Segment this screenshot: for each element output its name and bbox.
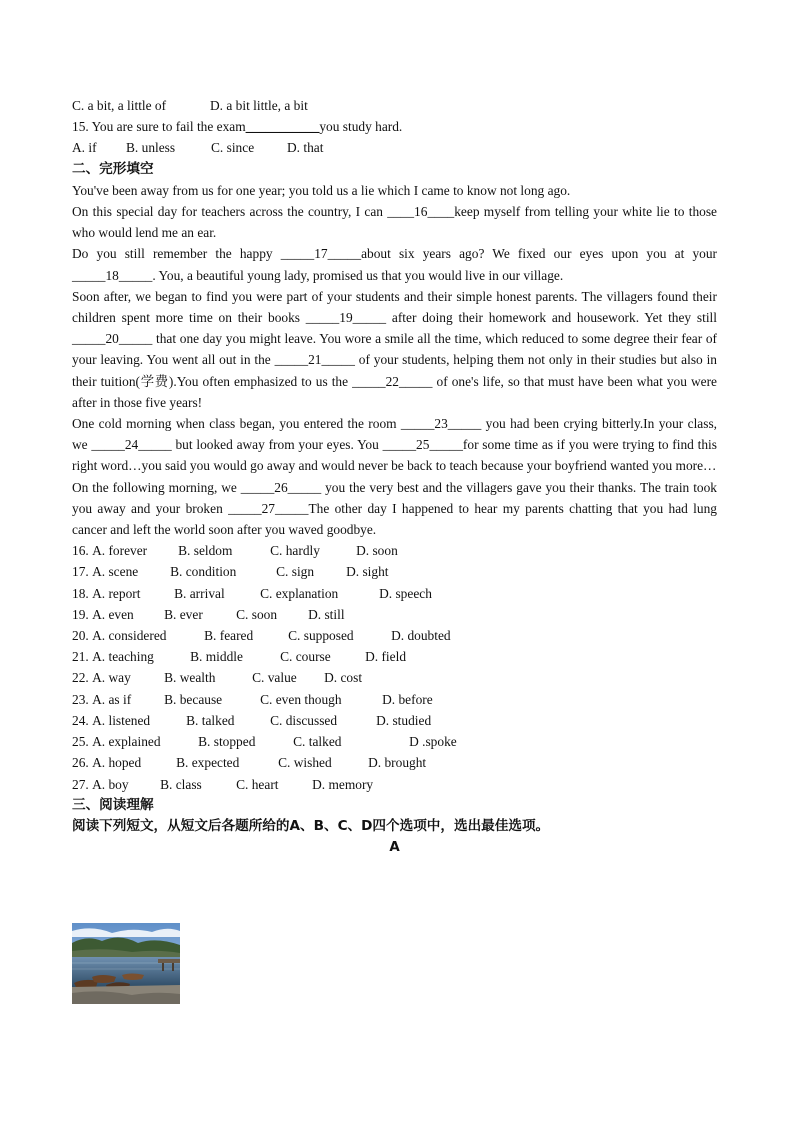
option-d: D. doubted (391, 628, 451, 644)
q15-option-b: B. unless (126, 140, 176, 156)
option-b: B. ever (164, 606, 203, 622)
option-a: A. forever (92, 543, 148, 559)
passage-paragraph-5: One cold morning when class began, you entered the room _____23_____ you had been crying bitterly.In your class, we _____24_____ but looked away from your eyes. You _____25_____for some time as if you were trying to find this right word…you said you would go away and would never be back to teach because your boyfriend wanted you more… (72, 416, 717, 474)
section3-instruction: 阅读下列短文，从短文后各题所给的A、B、C、D四个选项中，选出最佳选项。 (72, 817, 550, 834)
option-b: B. stopped (198, 734, 256, 750)
option-b: B. condition (170, 564, 237, 580)
option-a: A. hoped (92, 755, 142, 771)
option-c: C. talked (293, 734, 342, 750)
question-number: 18. (72, 585, 89, 601)
cloze-question-list (72, 540, 717, 794)
question-18 (72, 583, 717, 604)
option-b: B. class (160, 776, 202, 792)
q14-option-d: D. a bit little, a bit (210, 98, 308, 113)
passage-paragraph-1: You've been away from us for one year; you told us a lie which I came to know not long ago. (72, 182, 571, 198)
section2-title: 二、完形填空 (72, 160, 154, 177)
option-b: B. because (164, 691, 223, 707)
option-a: A. as if (92, 691, 132, 707)
option-d: D. before (382, 691, 433, 707)
q15-blank: ___________ (245, 119, 320, 135)
option-a: A. explained (92, 734, 161, 750)
question-24 (72, 710, 717, 731)
question-number: 24. (72, 712, 89, 728)
document-content (72, 95, 717, 858)
option-a: A. listened (92, 712, 151, 728)
question-number: 25. (72, 734, 89, 750)
option-c: C. wished (278, 755, 332, 771)
question-number: 16. (72, 543, 89, 559)
question-25 (72, 731, 717, 752)
question-19 (72, 604, 717, 625)
option-a: A. way (92, 670, 131, 686)
q15-stem-after: you study hard. (319, 119, 403, 135)
passage-paragraph-6: On the following morning, we _____26_____ you the very best and the villagers gave you their thanks. The train took you away and your broken _____27_____The other day I happened to hear my parents chatting that you had lung cancer and left the world soon after you waved goodbye. (72, 479, 717, 538)
option-c: C. heart (236, 776, 279, 792)
question-16 (72, 540, 717, 561)
option-d: D. brought (368, 755, 427, 771)
option-a: A. considered (92, 628, 167, 644)
option-d: D. still (308, 606, 345, 622)
question-22 (72, 667, 717, 688)
option-b: B. expected (176, 755, 240, 771)
passage-paragraph-2: On this special day for teachers across the country, I can ____16____keep myself from telling your white lie to those who would lend me an ear. (72, 204, 717, 241)
option-a: A. boy (92, 776, 129, 792)
question-number: 23. (72, 691, 89, 707)
option-d: D. cost (324, 670, 363, 686)
option-c: C. supposed (288, 628, 354, 644)
option-a: A. scene (92, 564, 139, 580)
option-c: C. soon (236, 606, 278, 622)
section3-title: 三、阅读理解 (72, 796, 154, 813)
lake-boats-photo (72, 923, 180, 1004)
question-number: 27. (72, 776, 89, 792)
question-27 (72, 774, 717, 795)
option-d: D. studied (376, 712, 432, 728)
option-c: C. discussed (270, 712, 338, 728)
q15-option-d: D. that (287, 140, 324, 156)
q15-options (72, 137, 717, 158)
question-21 (72, 646, 717, 667)
option-b: B. feared (204, 628, 254, 644)
option-c: C. course (280, 649, 331, 665)
passage-a-label: A (389, 840, 400, 856)
option-d: D. speech (379, 585, 432, 601)
option-c: C. sign (276, 564, 315, 580)
q15-option-a: A. if (72, 140, 97, 156)
question-number: 17. (72, 564, 89, 580)
question-number: 21. (72, 649, 89, 665)
q14-options-line (72, 95, 717, 116)
question-20 (72, 625, 717, 646)
option-c: C. value (252, 670, 297, 686)
question-26 (72, 752, 717, 773)
option-a: A. teaching (92, 649, 154, 665)
option-d: D. soon (356, 543, 398, 559)
option-d: D. field (365, 649, 407, 665)
q15-option-c: C. since (211, 140, 255, 156)
passage-paragraph-3: Do you still remember the happy _____17_____about six years ago? We fixed our eyes upon you at your _____18_____. You, a beautiful young lady, promised us that you would live in our village. (72, 246, 717, 283)
passage-paragraph-4: Soon after, we began to find you were part of your students and their simple honest parents. The villagers found their children spent more time on their books _____19_____ after doing their homework and housework. Yet they still _____20_____ that one day you might leave. You wore a smile all the time, which reduced to some degree their fear of your leaving. You went all out in the _____21_____ of your students, helping them not only in their studies but also in their tuition(学费).You often emphasized to us the _____22_____ of one's life, so that must have been what you were after in those five years! (72, 288, 717, 410)
option-c: C. even though (260, 691, 342, 707)
option-d: D .spoke (409, 734, 457, 750)
question-23 (72, 689, 717, 710)
option-d: D. sight (346, 564, 389, 580)
question-number: 19. (72, 606, 89, 622)
option-b: B. arrival (174, 585, 225, 601)
option-d: D. memory (312, 776, 374, 792)
option-b: B. wealth (164, 670, 216, 686)
option-c: C. explanation (260, 585, 339, 601)
option-b: B. middle (190, 649, 243, 665)
option-b: B. talked (186, 712, 235, 728)
question-number: 20. (72, 628, 89, 644)
option-a: A. even (92, 606, 134, 622)
question-number: 22. (72, 670, 89, 686)
q15-stem (72, 116, 717, 137)
option-c: C. hardly (270, 543, 320, 559)
q15-stem-before: 15. You are sure to fail the exam (72, 119, 246, 135)
q14-option-c: C. a bit, a little of (72, 98, 167, 113)
option-b: B. seldom (178, 543, 233, 559)
question-17 (72, 561, 717, 582)
question-number: 26. (72, 755, 89, 771)
option-a: A. report (92, 585, 141, 601)
